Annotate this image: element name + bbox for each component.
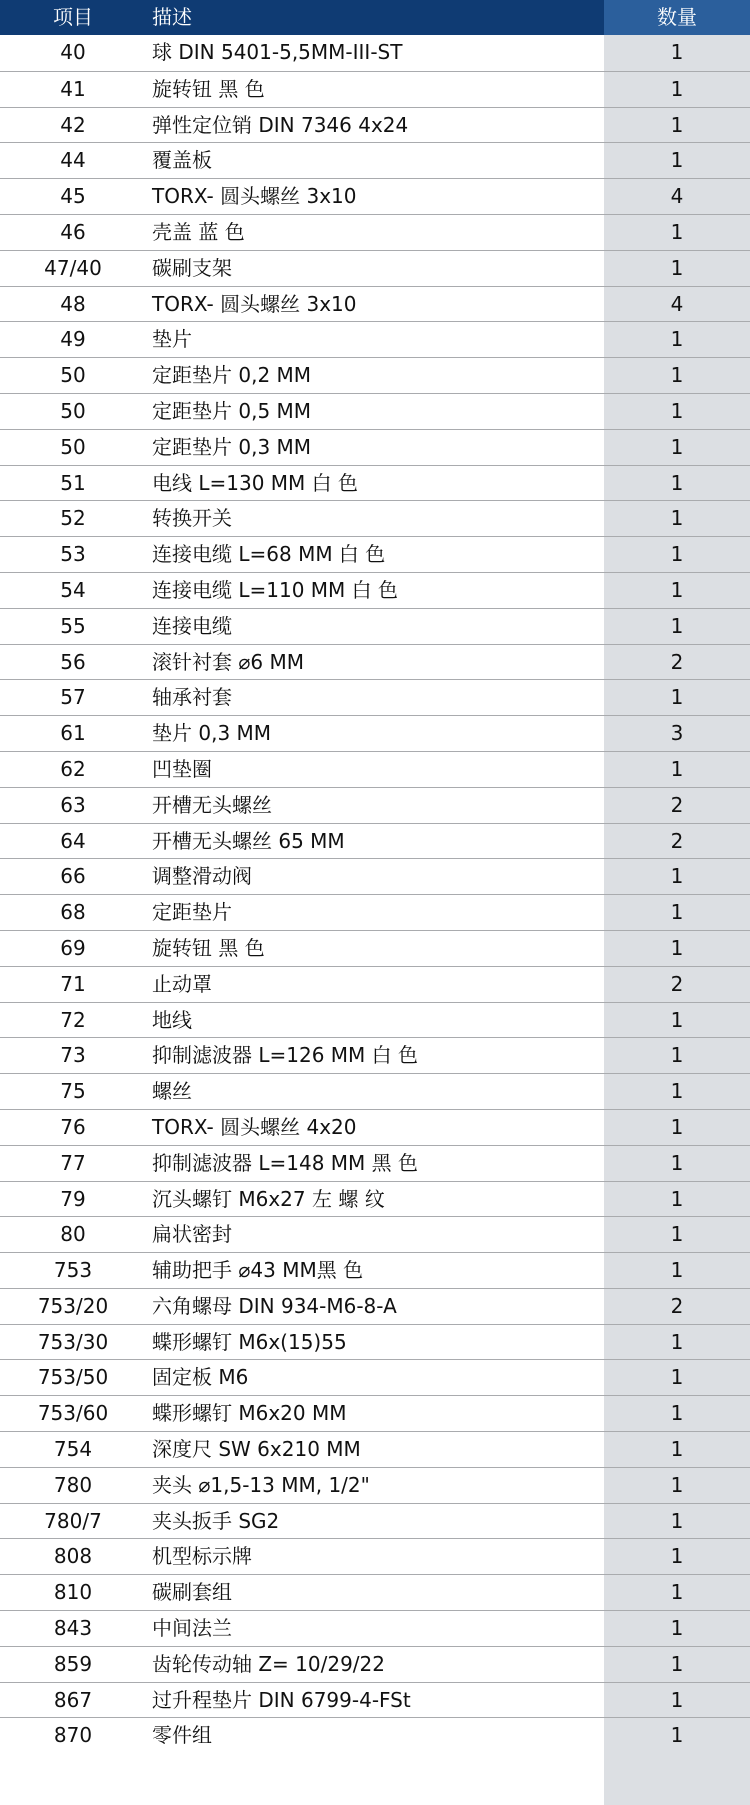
item-number: 753/30 bbox=[37, 1329, 109, 1354]
item-quantity: 1 bbox=[670, 542, 684, 567]
item-description: 壳盖 蓝 色 bbox=[152, 219, 245, 244]
item-quantity: 1 bbox=[670, 1723, 684, 1748]
item-description: 旋转钮 黑 色 bbox=[152, 935, 265, 960]
item-quantity: 1 bbox=[670, 685, 684, 710]
item-quantity: 4 bbox=[670, 184, 684, 209]
item-number: 49 bbox=[60, 327, 86, 352]
item-description: 转换开关 bbox=[152, 506, 232, 531]
table-header bbox=[0, 0, 750, 35]
item-quantity: 1 bbox=[670, 76, 684, 101]
item-description: TORX- 圆头螺丝 3x10 bbox=[152, 291, 357, 316]
item-quantity: 1 bbox=[670, 1401, 684, 1426]
item-description: 蝶形螺钉 M6x20 MM bbox=[152, 1401, 347, 1426]
item-number: 57 bbox=[60, 685, 86, 710]
item-quantity: 1 bbox=[670, 506, 684, 531]
item-description: TORX- 圆头螺丝 4x20 bbox=[152, 1114, 357, 1139]
table-row bbox=[0, 1002, 750, 1038]
item-description: 凹垫圈 bbox=[152, 756, 212, 781]
item-number: 61 bbox=[60, 721, 86, 746]
item-description: 固定板 M6 bbox=[152, 1365, 249, 1390]
table-row bbox=[0, 1574, 750, 1610]
item-number: 753/50 bbox=[37, 1365, 109, 1390]
item-quantity: 2 bbox=[670, 1293, 684, 1318]
item-number: 64 bbox=[60, 828, 86, 853]
item-description: 滚针衬套 ⌀6 MM bbox=[152, 649, 304, 674]
item-quantity: 1 bbox=[670, 40, 684, 64]
item-number: 47/40 bbox=[44, 255, 102, 280]
item-number: 810 bbox=[53, 1580, 93, 1605]
item-number: 80 bbox=[60, 1222, 86, 1247]
table-row bbox=[0, 715, 750, 751]
item-quantity: 1 bbox=[670, 1472, 684, 1497]
item-description: 球 DIN 5401-5,5MM-III-ST bbox=[152, 40, 403, 64]
item-description: 连接电缆 bbox=[152, 613, 232, 638]
item-description: 垫片 0,3 MM bbox=[152, 721, 272, 746]
item-quantity: 4 bbox=[670, 291, 684, 316]
item-number: 62 bbox=[60, 756, 86, 781]
item-quantity: 1 bbox=[670, 327, 684, 352]
item-description: 深度尺 SW 6x210 MM bbox=[152, 1437, 361, 1462]
table-row bbox=[0, 1717, 750, 1753]
table-row bbox=[0, 250, 750, 286]
item-description: 连接电缆 L=68 MM 白 色 bbox=[152, 542, 386, 567]
table-row bbox=[0, 1610, 750, 1646]
item-quantity: 1 bbox=[670, 1616, 684, 1641]
item-number: 45 bbox=[60, 184, 86, 209]
header-description: 描述 bbox=[152, 5, 192, 29]
table-row bbox=[0, 930, 750, 966]
item-quantity: 1 bbox=[670, 1365, 684, 1390]
item-description: 电线 L=130 MM 白 色 bbox=[152, 470, 359, 495]
table-row bbox=[0, 858, 750, 894]
table-row bbox=[0, 1145, 750, 1181]
item-number: 753/20 bbox=[37, 1293, 109, 1318]
item-description: 六角螺母 DIN 934-M6-8-A bbox=[152, 1293, 397, 1318]
table-row bbox=[0, 1073, 750, 1109]
item-description: 定距垫片 0,5 MM bbox=[152, 398, 312, 423]
item-number: 44 bbox=[60, 148, 86, 173]
item-description: 开槽无头螺丝 bbox=[152, 792, 272, 817]
table-row bbox=[0, 1359, 750, 1395]
item-number: 55 bbox=[60, 613, 86, 638]
table-row bbox=[0, 536, 750, 572]
table-row bbox=[0, 465, 750, 501]
table-row bbox=[0, 1037, 750, 1073]
table-row bbox=[0, 214, 750, 250]
table-row bbox=[0, 357, 750, 393]
item-description: 扁状密封 bbox=[152, 1222, 232, 1247]
item-number: 73 bbox=[60, 1043, 86, 1068]
table-row bbox=[0, 1252, 750, 1288]
item-description: 抑制滤波器 L=148 MM 黑 色 bbox=[152, 1150, 419, 1175]
item-description: 垫片 bbox=[152, 327, 192, 352]
item-quantity: 2 bbox=[670, 971, 684, 996]
item-number: 843 bbox=[53, 1616, 93, 1641]
item-quantity: 1 bbox=[670, 255, 684, 280]
item-description: 螺丝 bbox=[152, 1079, 192, 1104]
item-quantity: 1 bbox=[670, 1651, 684, 1676]
item-description: 机型标示牌 bbox=[152, 1544, 252, 1569]
item-number: 867 bbox=[53, 1687, 93, 1712]
item-quantity: 3 bbox=[670, 721, 684, 746]
item-number: 52 bbox=[60, 506, 86, 531]
item-quantity: 1 bbox=[670, 1258, 684, 1283]
item-quantity: 2 bbox=[670, 828, 684, 853]
item-quantity: 1 bbox=[670, 1222, 684, 1247]
item-description: 抑制滤波器 L=126 MM 白 色 bbox=[152, 1043, 419, 1068]
table-row bbox=[0, 966, 750, 1002]
item-number: 54 bbox=[60, 577, 86, 602]
item-quantity: 1 bbox=[670, 1186, 684, 1211]
table-row bbox=[0, 321, 750, 357]
item-number: 76 bbox=[60, 1114, 86, 1139]
item-quantity: 1 bbox=[670, 1580, 684, 1605]
item-number: 50 bbox=[60, 434, 86, 459]
item-quantity: 1 bbox=[670, 1150, 684, 1175]
item-quantity: 1 bbox=[670, 1079, 684, 1104]
table-row bbox=[0, 787, 750, 823]
item-description: 开槽无头螺丝 65 MM bbox=[152, 828, 345, 853]
item-number: 41 bbox=[60, 76, 86, 101]
table-row bbox=[0, 608, 750, 644]
item-description: 调整滑动阀 bbox=[152, 864, 252, 889]
item-number: 50 bbox=[60, 398, 86, 423]
item-number: 71 bbox=[60, 971, 86, 996]
item-description: 蝶形螺钉 M6x(15)55 bbox=[152, 1329, 347, 1354]
table-row bbox=[0, 1395, 750, 1431]
table-row bbox=[0, 35, 750, 71]
table-row bbox=[0, 1288, 750, 1324]
item-quantity: 1 bbox=[670, 219, 684, 244]
item-number: 48 bbox=[60, 291, 86, 316]
item-quantity: 1 bbox=[670, 756, 684, 781]
item-number: 69 bbox=[60, 935, 86, 960]
item-number: 75 bbox=[60, 1079, 86, 1104]
item-quantity: 1 bbox=[670, 434, 684, 459]
item-quantity: 1 bbox=[670, 1544, 684, 1569]
item-description: 零件组 bbox=[152, 1723, 212, 1748]
item-number: 56 bbox=[60, 649, 86, 674]
table-row bbox=[0, 823, 750, 859]
table-row bbox=[0, 178, 750, 214]
table-row bbox=[0, 572, 750, 608]
item-number: 780/7 bbox=[44, 1508, 102, 1533]
item-quantity: 1 bbox=[670, 1114, 684, 1139]
header-quantity: 数量 bbox=[657, 5, 697, 29]
item-description: 辅助把手 ⌀43 MM黑 色 bbox=[152, 1258, 364, 1283]
item-number: 870 bbox=[53, 1723, 93, 1748]
item-quantity: 1 bbox=[670, 1687, 684, 1712]
table-row bbox=[0, 679, 750, 715]
table-row bbox=[0, 107, 750, 143]
table-row bbox=[0, 894, 750, 930]
item-number: 42 bbox=[60, 112, 86, 137]
item-number: 51 bbox=[60, 470, 86, 495]
item-quantity: 1 bbox=[670, 1043, 684, 1068]
item-number: 66 bbox=[60, 864, 86, 889]
item-description: 夹头 ⌀1,5-13 MM, 1/2" bbox=[152, 1472, 370, 1497]
item-description: 夹头扳手 SG2 bbox=[152, 1508, 280, 1533]
item-quantity: 1 bbox=[670, 112, 684, 137]
item-description: 轴承衬套 bbox=[152, 685, 232, 710]
item-quantity: 1 bbox=[670, 577, 684, 602]
table-row bbox=[0, 142, 750, 178]
item-quantity: 1 bbox=[670, 864, 684, 889]
table-row bbox=[0, 644, 750, 680]
item-number: 859 bbox=[53, 1651, 93, 1676]
item-description: 中间法兰 bbox=[152, 1616, 232, 1641]
table-row bbox=[0, 1109, 750, 1145]
item-description: 碳刷支架 bbox=[152, 255, 232, 280]
item-number: 77 bbox=[60, 1150, 86, 1175]
item-number: 53 bbox=[60, 542, 86, 567]
item-description: 旋转钮 黑 色 bbox=[152, 76, 265, 101]
table-row bbox=[0, 1467, 750, 1503]
item-quantity: 1 bbox=[670, 1329, 684, 1354]
table-row bbox=[0, 1646, 750, 1682]
table-row bbox=[0, 1181, 750, 1217]
item-description: 地线 bbox=[152, 1007, 192, 1032]
item-quantity: 1 bbox=[670, 470, 684, 495]
item-description: 齿轮传动轴 Z= 10/29/22 bbox=[152, 1651, 385, 1676]
item-number: 753 bbox=[53, 1258, 93, 1283]
item-quantity: 1 bbox=[670, 398, 684, 423]
item-description: 过升程垫片 DIN 6799-4-FSt bbox=[152, 1687, 411, 1712]
item-description: 碳刷套组 bbox=[152, 1580, 232, 1605]
table-row bbox=[0, 393, 750, 429]
item-description: 连接电缆 L=110 MM 白 色 bbox=[152, 577, 399, 602]
table-row bbox=[0, 1538, 750, 1574]
item-quantity: 1 bbox=[670, 363, 684, 388]
item-quantity: 2 bbox=[670, 792, 684, 817]
table-row bbox=[0, 751, 750, 787]
item-number: 780 bbox=[53, 1472, 93, 1497]
item-description: TORX- 圆头螺丝 3x10 bbox=[152, 184, 357, 209]
table-row bbox=[0, 71, 750, 107]
item-number: 72 bbox=[60, 1007, 86, 1032]
item-number: 808 bbox=[53, 1544, 93, 1569]
header-item: 项目 bbox=[53, 5, 93, 29]
item-quantity: 1 bbox=[670, 935, 684, 960]
item-quantity: 2 bbox=[670, 649, 684, 674]
table-row bbox=[0, 1682, 750, 1718]
table-row bbox=[0, 1324, 750, 1360]
item-number: 68 bbox=[60, 900, 86, 925]
table-body bbox=[0, 35, 750, 1753]
item-quantity: 1 bbox=[670, 1007, 684, 1032]
item-description: 覆盖板 bbox=[152, 148, 212, 173]
table-row bbox=[0, 1503, 750, 1539]
item-description: 定距垫片 0,3 MM bbox=[152, 434, 312, 459]
item-quantity: 1 bbox=[670, 613, 684, 638]
item-description: 弹性定位销 DIN 7346 4x24 bbox=[152, 112, 409, 137]
item-number: 63 bbox=[60, 792, 86, 817]
table-row bbox=[0, 1431, 750, 1467]
item-number: 754 bbox=[53, 1437, 93, 1462]
item-quantity: 1 bbox=[670, 900, 684, 925]
item-number: 50 bbox=[60, 363, 86, 388]
item-quantity: 1 bbox=[670, 1508, 684, 1533]
item-description: 沉头螺钉 M6x27 左 螺 纹 bbox=[152, 1186, 385, 1211]
table-row bbox=[0, 429, 750, 465]
table-row bbox=[0, 500, 750, 536]
item-number: 79 bbox=[60, 1186, 86, 1211]
item-quantity: 1 bbox=[670, 1437, 684, 1462]
item-number: 753/60 bbox=[37, 1401, 109, 1426]
item-description: 止动罩 bbox=[152, 971, 212, 996]
item-quantity: 1 bbox=[670, 148, 684, 173]
table-row bbox=[0, 1216, 750, 1252]
item-description: 定距垫片 0,2 MM bbox=[152, 363, 312, 388]
table-row bbox=[0, 286, 750, 322]
item-number: 40 bbox=[60, 40, 86, 64]
item-description: 定距垫片 bbox=[152, 900, 232, 925]
item-number: 46 bbox=[60, 219, 86, 244]
